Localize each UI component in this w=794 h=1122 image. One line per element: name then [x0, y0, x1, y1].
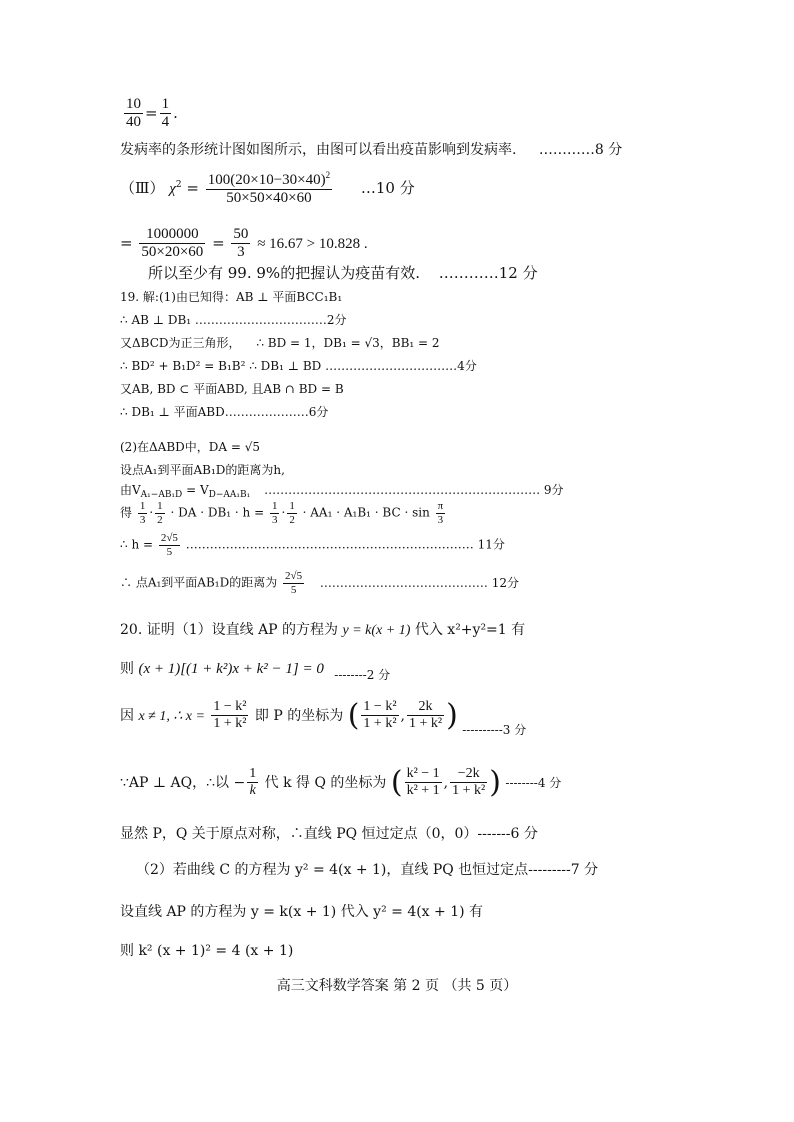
- chi-square-calc: = $\frac{1000000}{50\times 20\times 60}$ = $\frac{50}{3}$ ≈ 16.67 > 10.828 .: [120, 226, 368, 261]
- chi-square-formula: （Ⅲ） $\chi^2$ = $\frac{100(20\times 10-30\times 40)^2}{50\times 50\times 40\times 60}$ …10 分: [120, 170, 415, 207]
- q20-line-2: 则 (x + 1)[(1 + k²)x + k² − 1] = 0 --------2 分: [120, 661, 391, 682]
- q19-volume-equation: 由$V_{A_1-AB_1D} = V_{D-AA_1B_1}$ …………………………………………………………… 9分: [120, 483, 564, 500]
- chi-square-fraction: $\frac{100(20\times 10-30\times 40)^2}{50\times 50\times 40\times 60}$: [207, 170, 331, 207]
- q20-line-5: 显然 P，Q 关于原点对称，∴直线 PQ 恒过定点（0，0）-------6 分: [120, 826, 538, 842]
- q19-final-distance: ∴ 点A₁到平面AB₁D的距离为 $\frac{2√5}{5}$ …………………………………… 12分: [120, 570, 520, 596]
- bar-chart-remark: 发病率的条形统计图如图所示，由图可以看出疫苗影响到发病率. …………8 分: [120, 142, 623, 158]
- page-footer: 高三文科数学答案 第 2 页 （共 5 页）: [276, 978, 518, 994]
- fraction-1-4: $\frac{1}{4}$: [161, 96, 170, 131]
- q19-line-4: ∴ BD² + B₁D² = B₁B² ∴ DB₁ ⊥ BD ……………………………4分: [120, 359, 477, 373]
- q19-line-1: 19. 解:(1)由已知得：AB ⊥ 平面BCC₁B₁: [120, 290, 343, 304]
- q20-line-8: 则 k² (x + 1)² = 4 (x + 1): [120, 943, 294, 959]
- conclusion-line: 所以至少有 99. 9%的把握认为疫苗有效. …………12 分: [148, 264, 538, 282]
- q19-line-3: 又ΔBCD为正三角形， ∴ BD = 1，DB₁ = √3，BB₁ = 2: [120, 336, 440, 350]
- q20-line-4-point-q: ∵AP ⊥ AQ，∴以 − $\frac{1}{k}$ 代 k 得 Q 的坐标为 ( $\frac{\text{k² − 1}}{\text{k² + 1}}$ , $\frac{-2k}{\text{1 + k²}}$ ) --------4 分: [120, 765, 562, 800]
- q19-line-6: ∴ DB₁ ⊥ 平面ABD…………………6分: [120, 405, 329, 419]
- q20-line-3-point-p: 因 x ≠ 1, ∴ x = $\frac{\text{1 − k²}}{\text{1 + k²}}$ 即 P 的坐标为 ( $\frac{\text{1 − k²}}{\text{1 + k²}}$ , $\frac{2k}{\text{1 + k²}}$ ) ----------3 分: [120, 698, 527, 737]
- q20-line-7: 设直线 AP 的方程为 y = k(x + 1) 代入 y² = 4(x + 1) 有: [120, 904, 484, 920]
- q20-line-1: 20. 证明（1）设直线 AP 的方程为 y = k(x + 1) 代入 x²+y²=1 有: [120, 622, 526, 638]
- fraction-10-40: $\frac{10}{40}$: [126, 96, 141, 131]
- q19-line-2: ∴ AB ⊥ DB₁ ……………………………2分: [120, 313, 347, 327]
- q19-part2-line-2: 设点A₁到平面AB₁D的距离为h,: [120, 463, 285, 477]
- q19-h-value: ∴ h = $\frac{2√5}{5}$ ……………………………………………………………… 11分: [120, 532, 505, 558]
- q19-part2-line-1: (2)在ΔABD中，DA = √5: [120, 440, 261, 454]
- ratio-fraction-line: $\frac{10}{40}$ = $\frac{1}{4}$ .: [126, 96, 178, 131]
- q19-line-5: 又AB, BD ⊂ 平面ABD, 且AB ∩ BD = B: [120, 382, 344, 396]
- q19-volume-expansion: 得 $\frac{1}{3}$ · $\frac{1}{2}$ · DA · DB₁ · h = $\frac{1}{3}$ · $\frac{1}{2}$ · AA₁ · A₁B₁ · BC · sin $\frac{\pi}{3}$: [120, 500, 444, 526]
- q20-line-6: （2）若曲线 C 的方程为 y² = 4(x + 1)，直线 PQ 也恒过定点---------7 分: [136, 862, 599, 878]
